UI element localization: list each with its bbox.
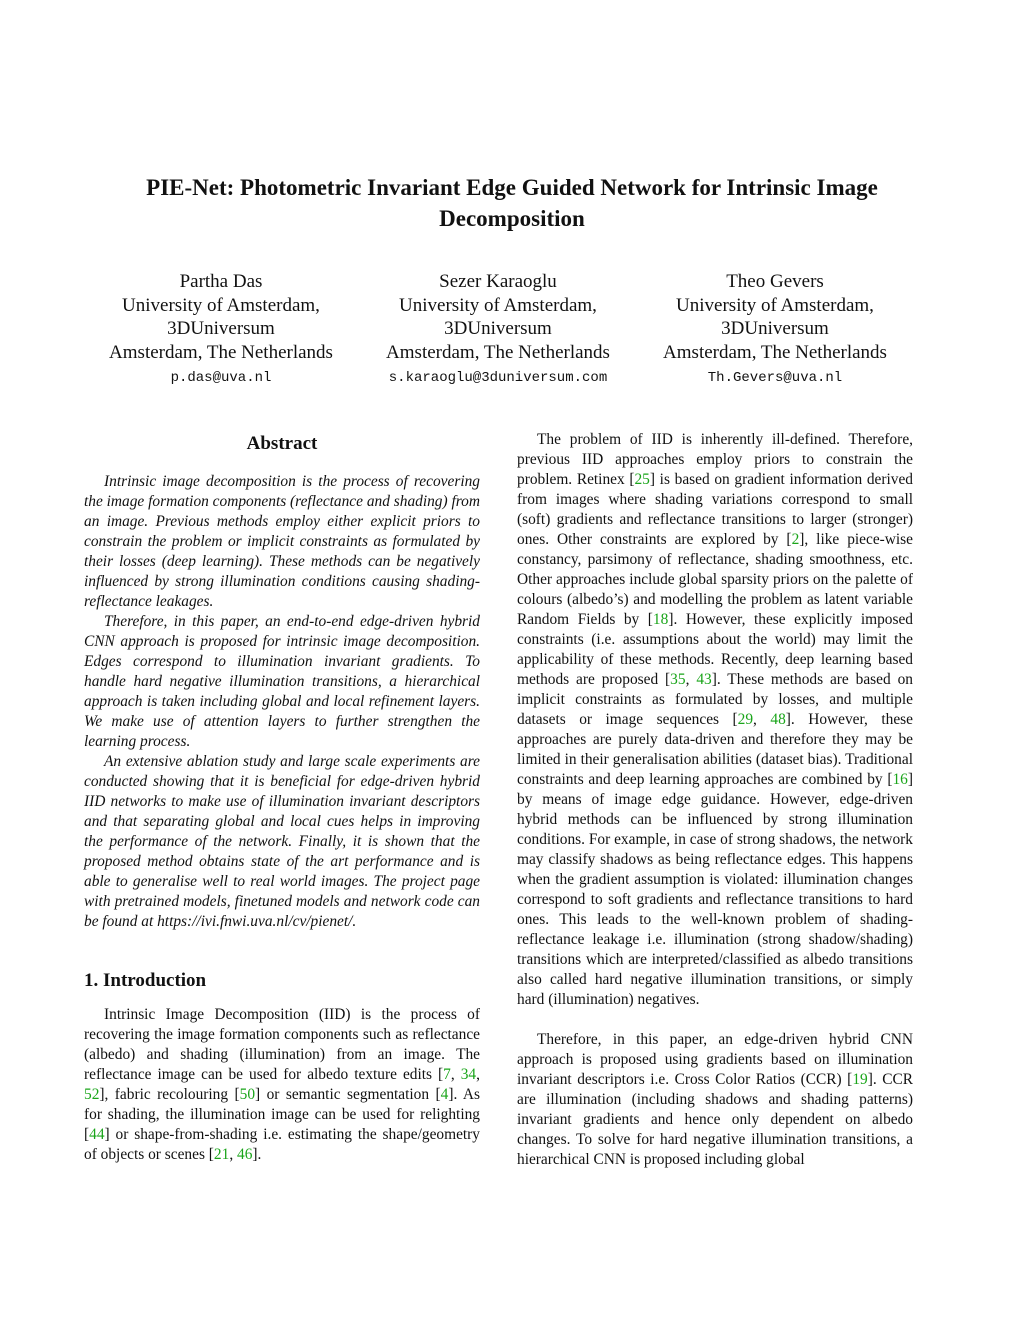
author-email[interactable]: s.karaoglu@3duniversum.com xyxy=(388,370,608,386)
citation-link[interactable]: 4 xyxy=(440,1086,449,1103)
author-block-3 xyxy=(635,270,915,390)
author-location: Amsterdam, The Netherlands xyxy=(386,341,610,363)
abstract-paragraph-1: Intrinsic image decomposition is the process of recovering the image formation components (reflectance and shading) from an image. Previous methods employ either explicit priors to constrain the problem or implicit constraints as formulated by their losses (deep learning). These methods can be negatively influenced by strong illumination conditions causing shading-reflectance leakages. xyxy=(84,473,480,610)
author-affiliation-2: 3DUniversum xyxy=(444,318,552,339)
author-location: Amsterdam, The Netherlands xyxy=(663,341,887,363)
citation-link[interactable]: 19 xyxy=(852,1071,868,1088)
citation-link[interactable]: 21 xyxy=(213,1146,230,1163)
author-name: Partha Das xyxy=(179,271,263,292)
citation-link[interactable]: 25 xyxy=(634,471,650,488)
introduction-paragraph: Intrinsic Image Decomposition (IID) is the process of recovering the image formation components such as reflectance (albedo) and shading (illumination) from an image. The reflectance image can be used for albedo texture edits [7, 34, 52], fabric recolouring [50] or semantic segmentation [4]. As for shading, the illumination image can be used for relighting [44] or shape-from-shading i.e. estimating the shape/geometry of objects or scenes [21, 46]. xyxy=(84,1006,480,1163)
author-affiliation-2: 3DUniversum xyxy=(721,318,829,339)
body-paragraph-1: The problem of IID is inherently ill-defined. Therefore, previous IID approaches employ priors to constrain the problem. Retinex [25] is based on gradient information derived from images where shading variations correspond to small (soft) gradients and reflectance transitions to larger (stronger) ones. Other constraints are explored by [2], like piece-wise constancy, parsimony of reflectance, shading smoothness, etc. Other approaches include global sparsity priors on the palette of colours (albedo’s) and modelling the problem as latent variable Random Fields by [18]. However, these explicitly imposed constraints (i.e. assumptions about the world) may limit the applicability of these methods. Recently, deep learning based methods are proposed [35, 43]. These methods are based on implicit constraints as formulated by losses, and multiple datasets or image sequences [29, 48]. However, these approaches are purely data-driven and therefore they may be limited in their generalisation abilities (dataset bias). Traditional constraints and deep learning approaches are combined by [16] by means of image edge guidance. However, edge-driven hybrid methods can be influenced by strong illumination conditions. For example, in case of strong shadows, the network may classify shadows as being reflectance edges. This happens when the gradient assumption is violated: illumination changes correspond to soft gradients and reflectance transitions to hard ones. This leads to the well-known problem of shading-reflectance leakage i.e. illumination (strong shadow/shading) transitions which are interpreted/classified as albedo transitions also called hard negative illumination transitions, or simply hard (illumination) negatives. xyxy=(517,431,913,1008)
citation-link[interactable]: 43 xyxy=(696,671,712,688)
citation-link[interactable]: 16 xyxy=(892,771,908,788)
author-affiliation: University of Amsterdam, xyxy=(676,294,874,316)
citation-link[interactable]: 48 xyxy=(770,711,786,728)
paper-title-line-2: Decomposition xyxy=(439,206,585,231)
citation-link[interactable]: 7 xyxy=(443,1066,451,1083)
author-email[interactable]: p.das@uva.nl xyxy=(170,370,272,386)
author-affiliation: University of Amsterdam, xyxy=(399,294,597,316)
author-name: Sezer Karaoglu xyxy=(439,271,557,292)
introduction-heading: 1. Introduction xyxy=(84,970,207,991)
body-paragraph-2: Therefore, in this paper, an edge-driven hybrid CNN approach is proposed using gradients based on illumination invariant descriptors i.e. Cross Color Ratios (CCR) [19]. CCR are illumination (including shadows and shading patterns) invariant gradients and hence only dependent on albedo changes. To solve for hard negative illumination transitions, a hierarchical CNN is proposed including global xyxy=(517,1031,913,1168)
citation-link[interactable]: 35 xyxy=(670,671,686,688)
abstract-heading: Abstract xyxy=(246,433,318,454)
citation-link[interactable]: 29 xyxy=(737,711,754,728)
left-column xyxy=(84,430,480,1165)
citation-link[interactable]: 50 xyxy=(239,1086,256,1103)
author-block-1 xyxy=(81,270,361,390)
author-block-2 xyxy=(358,270,638,390)
citation-link[interactable]: 18 xyxy=(652,611,669,628)
citation-link[interactable]: 2 xyxy=(791,531,800,548)
author-affiliation: University of Amsterdam, xyxy=(122,294,320,316)
author-name: Theo Gevers xyxy=(726,271,824,292)
author-affiliation-2: 3DUniversum xyxy=(167,318,275,339)
abstract-paragraph-3: An extensive ablation study and large scale experiments are conducted showing that it is beneficial for edge-driven hybrid IID networks to make use of illumination invariant descriptors and that separating global and local cues helps in improving the performance of the network. Finally, it is shown that the proposed method obtains state of the art performance and is able to generalise well to real world images. The project page with pretrained models, finetuned models and network code can be found at https://ivi.fnwi.uva.nl/cv/pienet/. xyxy=(84,753,480,930)
citation-link[interactable]: 46 xyxy=(237,1146,253,1163)
right-column xyxy=(517,430,913,1170)
citation-link[interactable]: 34 xyxy=(460,1066,477,1083)
abstract-body xyxy=(84,472,480,932)
author-location: Amsterdam, The Netherlands xyxy=(109,341,333,363)
abstract-paragraph-2: Therefore, in this paper, an end-to-end edge-driven hybrid CNN approach is proposed for intrinsic image decomposition. Edges correspond to illumination invariant gradients. To handle hard negative illumination transitions, a hierarchical approach is taken including global and local refinement layers. We make use of attention layers to further strengthen the learning process. xyxy=(84,613,480,750)
citation-link[interactable]: 52 xyxy=(84,1086,100,1103)
paper-title-line-1: PIE-Net: Photometric Invariant Edge Guided Network for Intrinsic Image xyxy=(146,175,878,200)
author-email[interactable]: Th.Gevers@uva.nl xyxy=(707,370,843,386)
paper-title xyxy=(80,172,944,234)
citation-link[interactable]: 44 xyxy=(89,1126,105,1143)
